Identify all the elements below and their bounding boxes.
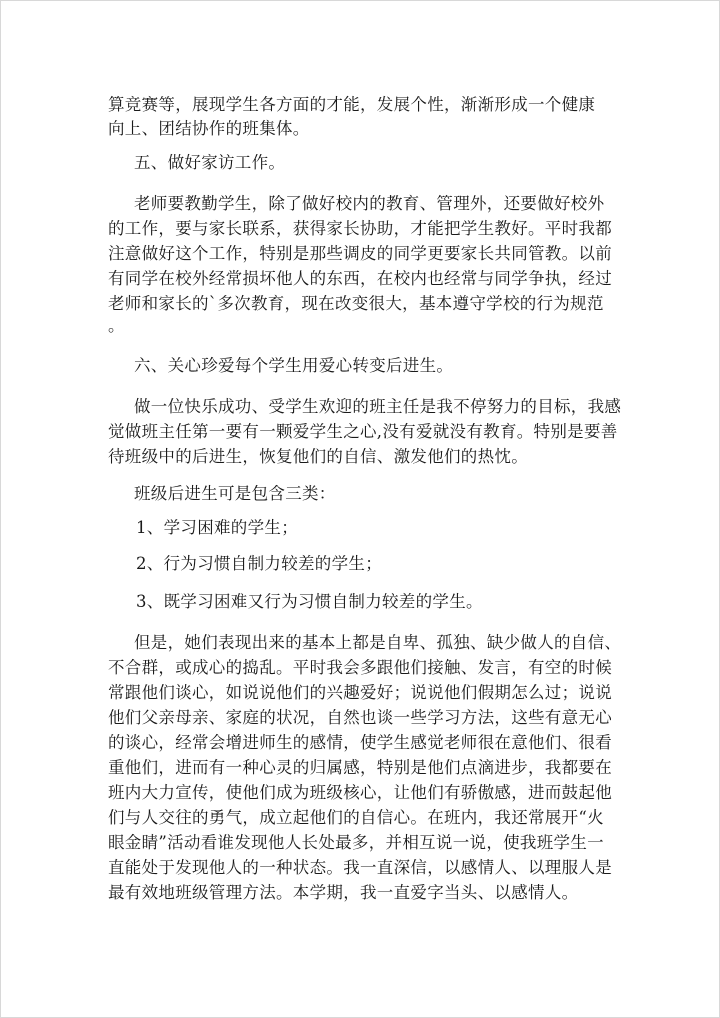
paragraph-line: 注意做好这个工作，特别是那些调皮的同学更要家长共同管教。以前 <box>108 244 612 263</box>
paragraph-line: 不合群，或成心的捣乱。平时我会多跟他们接触、发言，有空的时候 <box>108 658 612 677</box>
paragraph-line: 觉做班主任第一要有一颗爱学生之心,没有爱就没有教育。特别是要善 <box>108 422 618 441</box>
paragraph-line: 算竞赛等，展现学生各方面的才能，发展个性，渐渐形成一个健康 <box>108 95 596 114</box>
paragraph-line: 。 <box>108 316 125 335</box>
paragraph-line: 的工作，要与家长联系，获得家长协助，才能把学生教好。平时我都 <box>108 219 612 238</box>
paragraph-line: 待班级中的后进生，恢复他们的自信、激发他们的热忱。 <box>108 447 528 466</box>
paragraph-line: 的谈心，经常会增进师生的感情，使学生感觉老师很在意他们、很看 <box>108 733 612 752</box>
paragraph-line: 向上、团结协作的班集体。 <box>108 119 310 138</box>
paragraph-line: 班内大力宣传，使他们成为班级核心，让他们有骄傲感，进而鼓起他 <box>108 783 612 802</box>
list-item: 2、行为习惯自制力较差的学生； <box>136 554 382 573</box>
paragraph-line: 班级后进生可是包含三类： <box>134 484 336 503</box>
paragraph-line: 直能处于发现他人的一种状态。我一直深信，以感情人、以理服人是 <box>108 858 612 877</box>
paragraph-line: 但是，她们表现出来的基本上都是自卑、孤独、缺少做人的自信、 <box>134 633 622 652</box>
paragraph-line: 们与人交往的勇气，成立起他们的自信心。在班内，我还常展开“火 <box>108 808 604 827</box>
list-item: 3、既学习困难又行为习惯自制力较差的学生。 <box>136 592 483 611</box>
paragraph-line: 老师和家长的`多次教育，现在改变很大，基本遵守学校的行为规范 <box>108 294 604 313</box>
paragraph-line: 做一位快乐成功、受学生欢迎的班主任是我不停努力的目标，我感 <box>134 397 622 416</box>
paragraph-line: 常跟他们谈心，如说说他们的兴趣爱好；说说他们假期怎么过；说说 <box>108 683 612 702</box>
paragraph-line: 重他们，进而有一种心灵的归属感，特别是他们点滴进步，我都要在 <box>108 758 612 777</box>
section-heading: 五、做好家访工作。 <box>134 153 286 172</box>
paragraph-line: 有同学在校外经常损坏他人的东西，在校内也经常与同学争执，经过 <box>108 269 612 288</box>
list-item: 1、学习困难的学生； <box>136 518 298 537</box>
paragraph-line: 眼金睛”活动看谁发现他人长处最多，并相互说一说，使我班学生一 <box>108 833 604 852</box>
paragraph-line: 老师要教勤学生，除了做好校内的教育、管理外，还要做好校外 <box>134 194 605 213</box>
section-heading: 六、关心珍爱每个学生用爱心转变后进生。 <box>134 356 454 375</box>
paragraph-line: 最有效地班级管理方法。本学期，我一直爱字当头、以感情人。 <box>108 883 579 902</box>
paragraph-line: 他们父亲母亲、家庭的状况，自然也谈一些学习方法，这些有意无心 <box>108 708 612 727</box>
